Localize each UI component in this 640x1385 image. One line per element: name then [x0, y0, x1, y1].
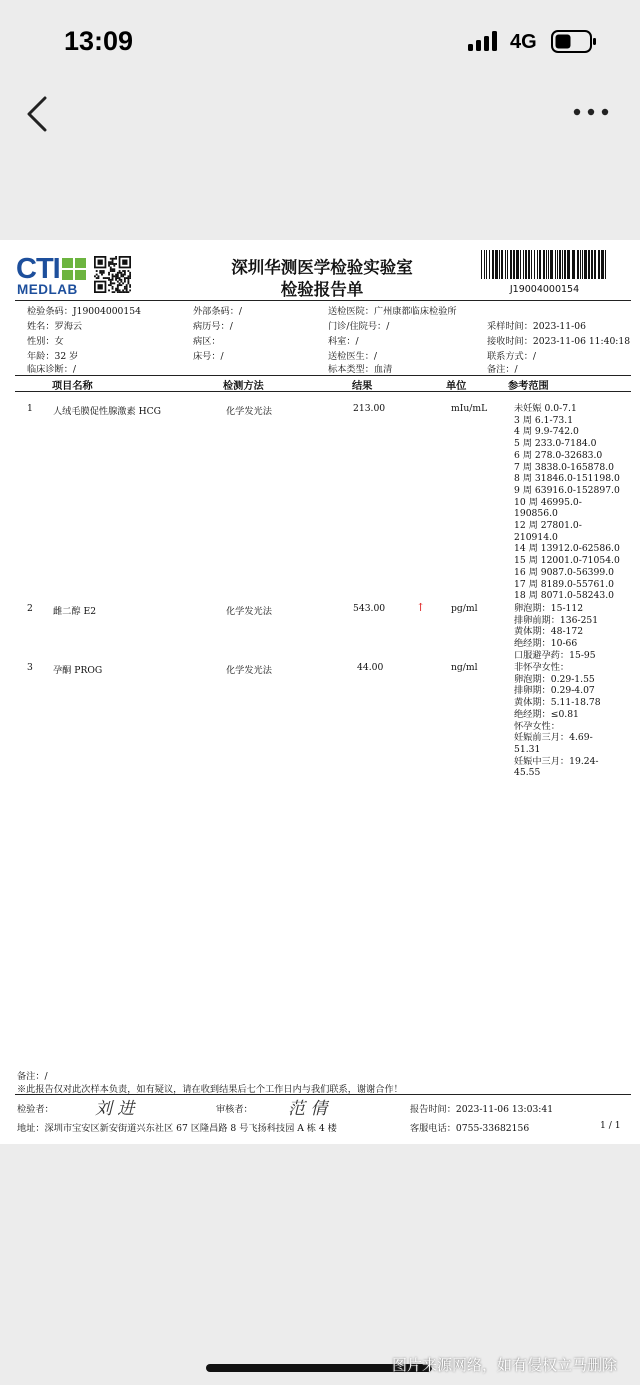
row-no: 2: [27, 603, 33, 614]
reference-line: 210914.0: [514, 531, 558, 543]
info-department: 科室：/: [328, 336, 359, 347]
reference-line: 8 周 31846.0-151198.0: [514, 473, 620, 485]
more-dots-icon[interactable]: [572, 104, 610, 120]
info-receiving-time: 接收时间：2023-11-06 11:40:18: [487, 336, 631, 347]
row-unit: ng/ml: [451, 662, 478, 673]
tester-signature: 刘 进: [95, 1099, 135, 1119]
reference-line: 未妊娠 0.0-7.1: [514, 403, 577, 414]
row-method: 化学发光法: [226, 665, 272, 676]
barcode-icon: [481, 250, 608, 279]
row-reference: [514, 662, 601, 779]
reference-line: 4 周 9.9-742.0: [514, 426, 579, 438]
reference-line: 怀孕女性：: [514, 720, 560, 732]
footer-remarks: 备注：/: [17, 1071, 48, 1082]
reference-line: 15 周 12001.0-71054.0: [514, 555, 620, 567]
status-time: 13:09: [64, 26, 134, 56]
info-external-barcode: 外部条码：/: [193, 306, 243, 317]
info-sample-barcode: 检验条码：J19004000154: [27, 306, 141, 317]
divider: [15, 300, 631, 301]
reviewer-label: 审核者：: [216, 1104, 253, 1115]
reference-line: 绝经期：≤0.81: [514, 708, 579, 720]
reference-line: 18 周 8071.0-58243.0: [514, 590, 614, 602]
signal-strength-icon: [468, 31, 502, 51]
reference-line: 非怀孕女性：: [514, 662, 570, 673]
watermark-text: 图片来源网络，如有侵权立马删除: [392, 1356, 618, 1374]
info-sample-type: 标本类型：血清: [328, 364, 393, 375]
row-no: 1: [27, 403, 33, 414]
reference-line: 7 周 3838.0-165878.0: [514, 461, 614, 473]
logo-medlab-text: MEDLAB: [17, 282, 78, 297]
info-diagnosis: 临床诊断：/: [27, 364, 77, 375]
footer-disclaimer: ※此报告仅对此次样本负责，如有疑议，请在收到结果后七个工作日内与我们联系，谢谢合作！: [17, 1084, 403, 1095]
row-result: 44.00: [357, 662, 384, 673]
report-title: 检验报告单: [280, 280, 364, 299]
lab-name: 深圳华测医学检验实验室: [231, 258, 413, 277]
reference-line: 排卵前期：136-251: [514, 614, 599, 626]
reference-line: 6 周 278.0-32683.0: [514, 449, 603, 461]
row-method: 化学发光法: [226, 606, 272, 617]
reference-line: 妊娠中三月：19.24-: [514, 755, 599, 767]
info-bed-no: 床号：/: [193, 351, 224, 362]
reference-line: 3 周 6.1-73.1: [514, 414, 574, 426]
reference-line: 17 周 8189.0-55761.0: [514, 578, 614, 590]
reference-line: 口服避孕药：15-95: [514, 649, 596, 661]
row-method: 化学发光法: [226, 406, 272, 417]
logo-cti-text: CTI: [16, 253, 60, 285]
reference-line: 黄体期：48-172: [514, 626, 584, 638]
reference-line: 黄体期：5.11-18.78: [514, 697, 601, 709]
qr-code-icon: [94, 256, 131, 293]
col-result: 结果: [352, 381, 373, 392]
high-flag-arrow: ↑: [416, 601, 426, 614]
info-doctor: 送检医生：/: [328, 351, 378, 362]
row-result: 213.00: [353, 403, 386, 414]
divider: [15, 375, 631, 376]
reference-line: 卵泡期：0.29-1.55: [514, 673, 595, 685]
col-unit: 单位: [446, 381, 467, 392]
row-result: 543.00: [353, 603, 386, 614]
row-no: 3: [27, 662, 33, 673]
info-name: 姓名：罗海云: [27, 321, 83, 332]
row-unit: pg/ml: [451, 603, 478, 614]
network-type: 4G: [510, 31, 537, 53]
reference-line: 12 周 27801.0-: [514, 520, 582, 532]
row-unit: mIu/mL: [451, 403, 488, 414]
logo-grid-icon: [62, 258, 86, 280]
info-ward: 病区：: [193, 336, 221, 347]
reference-line: 9 周 63916.0-152897.0: [514, 484, 620, 496]
reference-line: 45.55: [514, 767, 541, 779]
info-patient-no: 门诊/住院号：/: [328, 321, 390, 332]
row-reference: [514, 603, 598, 662]
page-number: 1 / 1: [600, 1120, 621, 1131]
reference-line: 190856.0: [514, 508, 558, 520]
col-item: 项目名称: [52, 381, 93, 392]
info-gender: 性别：女: [27, 336, 64, 347]
report-time: 报告时间：2023-11-06 13:03:41: [410, 1104, 554, 1115]
row-item: 雌二醇 E2: [53, 606, 97, 617]
reference-line: 排卵期：0.29-4.07: [514, 685, 595, 697]
reference-line: 51.31: [514, 743, 541, 755]
col-reference: 参考范围: [508, 381, 549, 392]
col-method: 检测方法: [223, 381, 264, 392]
row-item: 人绒毛膜促性腺激素 HCG: [53, 406, 161, 417]
barcode-number: J19004000154: [509, 284, 580, 295]
row-item: 孕酮 PROG: [53, 665, 103, 676]
reference-line: 14 周 13912.0-62586.0: [514, 543, 620, 555]
info-record-no: 病历号：/: [193, 321, 233, 332]
reference-line: 妊娠前三月：4.69-: [514, 732, 593, 744]
footer-address: 地址：深圳市宝安区新安街道兴东社区 67 区隆昌路 8 号飞扬科技园 A 栋 4 楼: [17, 1123, 337, 1134]
row-reference: [514, 403, 620, 602]
footer-phone: 客服电话：0755-33682156: [410, 1123, 530, 1134]
reviewer-signature: 范 倩: [288, 1099, 328, 1119]
info-contact: 联系方式：/: [487, 351, 537, 362]
info-sampling-time: 采样时间：2023-11-06: [487, 321, 586, 332]
reference-line: 10 周 46995.0-: [514, 496, 582, 508]
info-age: 年龄：32 岁: [27, 351, 79, 362]
reference-line: 卵泡期：15-112: [514, 603, 584, 614]
info-submitting-hospital: 送检医院：广州康都临床检验所: [328, 306, 457, 317]
reference-line: 5 周 233.0-7184.0: [514, 438, 597, 450]
info-remarks: 备注：/: [487, 364, 518, 375]
tester-label: 检验者：: [17, 1104, 54, 1115]
battery-icon: [551, 30, 597, 53]
reference-line: 16 周 9087.0-56399.0: [514, 566, 614, 578]
reference-line: 绝经期：10-66: [514, 638, 578, 650]
chevron-left-icon[interactable]: [26, 96, 48, 132]
